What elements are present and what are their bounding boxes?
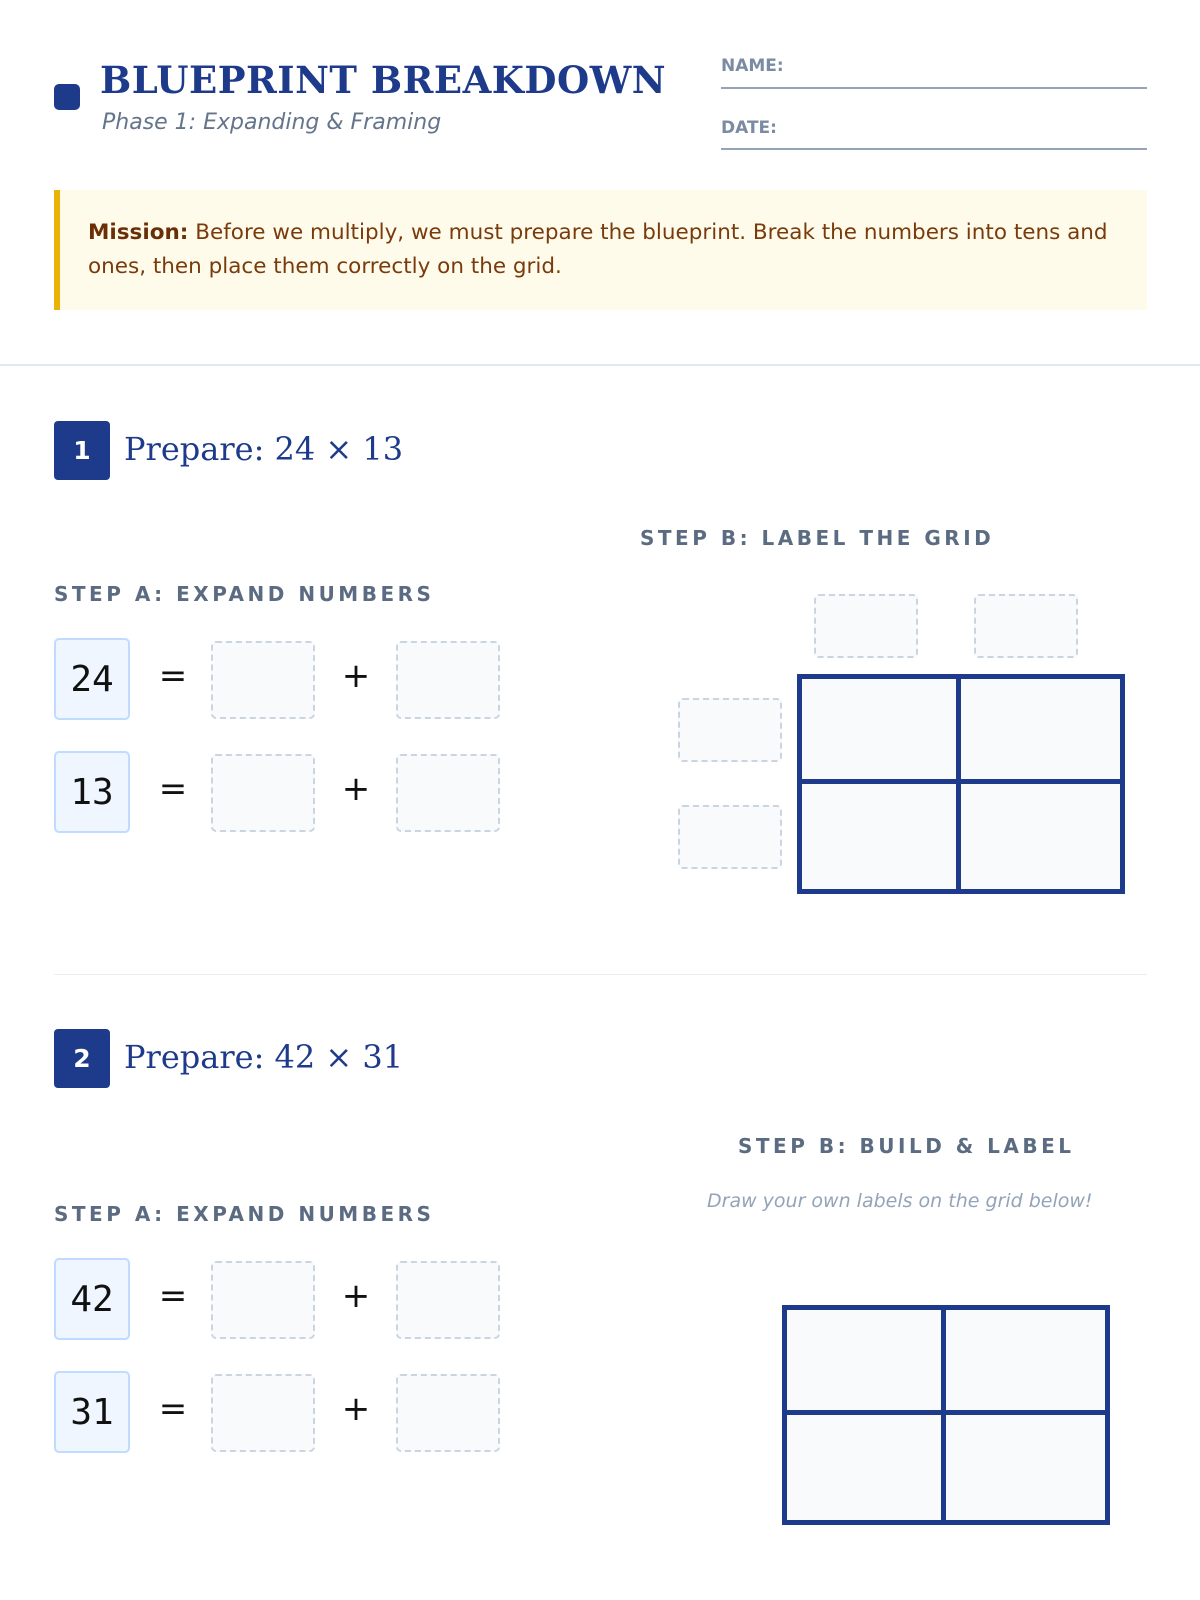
name-field-line[interactable]: [721, 87, 1147, 89]
grid-cell[interactable]: [946, 1310, 1105, 1415]
row-label-box[interactable]: [678, 698, 782, 762]
ones-answer-box[interactable]: [396, 641, 500, 719]
given-number: 42: [54, 1258, 130, 1340]
step-b-label: STEP B: LABEL THE GRID: [640, 526, 995, 550]
plus-sign: +: [341, 1276, 371, 1316]
problem-number-badge: 2: [54, 1029, 110, 1088]
given-number: 24: [54, 638, 130, 720]
step-a-label: STEP A: EXPAND NUMBERS: [54, 1202, 435, 1226]
equals-sign: =: [158, 1389, 188, 1429]
equals-sign: =: [158, 656, 188, 696]
date-label: DATE:: [721, 118, 777, 138]
name-label: NAME:: [721, 56, 784, 76]
equals-sign: =: [158, 769, 188, 809]
mission-label: Mission:: [88, 220, 189, 245]
given-number: 31: [54, 1371, 130, 1453]
grid-cell[interactable]: [946, 1415, 1105, 1520]
ones-answer-box[interactable]: [396, 754, 500, 832]
row-label-box[interactable]: [678, 805, 782, 869]
plus-sign: +: [341, 1389, 371, 1429]
page-subtitle: Phase 1: Expanding & Framing: [102, 110, 442, 135]
problem-divider: [54, 974, 1147, 975]
mission-text: Before we multiply, we must prepare the blueprint. Break the numbers into tens and ones, then place them correctly on the grid.: [88, 220, 1108, 279]
step-b-instruction: Draw your own labels on the grid below!: [707, 1190, 1093, 1212]
problem-title: Prepare: 42 × 31: [124, 1038, 404, 1076]
tens-answer-box[interactable]: [211, 1374, 315, 1452]
equals-sign: =: [158, 1276, 188, 1316]
given-number: 13: [54, 751, 130, 833]
grid-cell[interactable]: [787, 1310, 946, 1415]
plus-sign: +: [341, 656, 371, 696]
step-a-label: STEP A: EXPAND NUMBERS: [54, 582, 435, 606]
ones-answer-box[interactable]: [396, 1261, 500, 1339]
grid-cell[interactable]: [802, 679, 961, 784]
step-b-label: STEP B: BUILD & LABEL: [738, 1134, 1075, 1158]
area-model-grid: [797, 674, 1125, 894]
grid-cell[interactable]: [787, 1415, 946, 1520]
column-label-box[interactable]: [814, 594, 918, 658]
section-divider: [0, 364, 1200, 366]
grid-cell[interactable]: [802, 784, 961, 889]
tens-answer-box[interactable]: [211, 641, 315, 719]
tens-answer-box[interactable]: [211, 754, 315, 832]
grid-cell[interactable]: [961, 679, 1120, 784]
area-model-grid: [782, 1305, 1110, 1525]
problem-title: Prepare: 24 × 13: [124, 430, 404, 468]
date-field-line[interactable]: [721, 148, 1147, 150]
ones-answer-box[interactable]: [396, 1374, 500, 1452]
tens-answer-box[interactable]: [211, 1261, 315, 1339]
grid-cell[interactable]: [961, 784, 1120, 889]
plus-sign: +: [341, 769, 371, 809]
column-label-box[interactable]: [974, 594, 1078, 658]
page-title: BLUEPRINT BREAKDOWN: [100, 58, 667, 102]
mission-banner: [54, 190, 1147, 310]
logo-square-icon: [54, 84, 80, 110]
problem-number-badge: 1: [54, 421, 110, 480]
